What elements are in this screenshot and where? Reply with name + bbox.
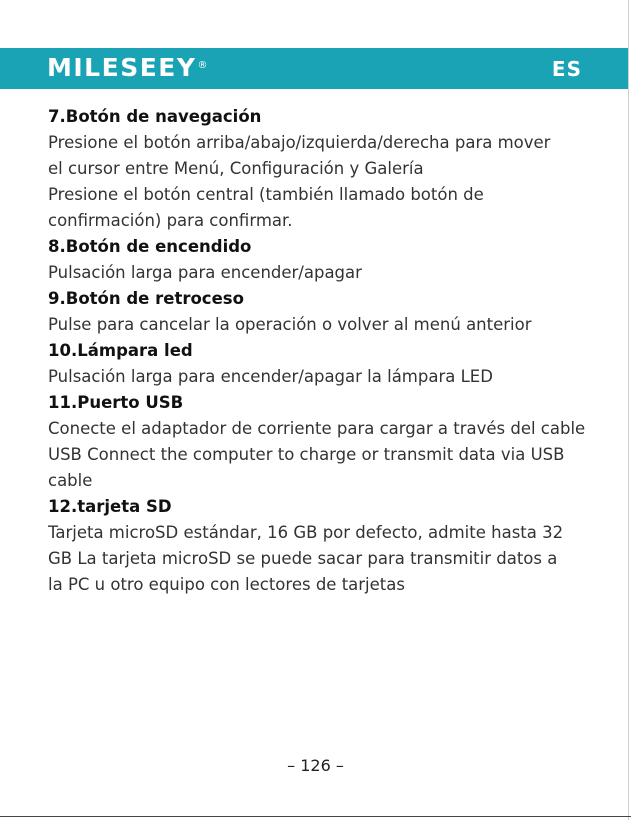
section-usb-port (48, 390, 588, 494)
section-title: 11.Puerto USB (48, 393, 184, 412)
section-title: 10.Lámpara led (48, 341, 193, 360)
section-text-line: Pulsación larga para encender/apagar (48, 263, 362, 282)
section-text-line: USB Connect the computer to charge or transmit data via USB (48, 445, 565, 464)
bottom-rule (0, 816, 631, 817)
section-title: 12.tarjeta SD (48, 497, 172, 516)
brand-logo (47, 53, 209, 83)
section-text-line: la PC u otro equipo con lectores de tarjetas (48, 575, 405, 594)
brand-name: MILESEEY (47, 53, 197, 82)
section-text-line: Pulse para cancelar la operación o volver al menú anterior (48, 315, 532, 334)
section-text-line: cable (48, 471, 93, 490)
section-text-line: confirmación) para confirmar. (48, 211, 293, 230)
section-text-line: Presione el botón central (también llamado botón de (48, 185, 484, 204)
section-navigation-button (48, 104, 588, 234)
section-power-button (48, 234, 588, 286)
section-back-button (48, 286, 588, 338)
page-edge (628, 0, 629, 820)
language-code: ES (551, 57, 582, 81)
section-text-line: Pulsación larga para encender/apagar la lámpara LED (48, 367, 493, 386)
section-text-line: Tarjeta microSD estándar, 16 GB por defecto, admite hasta 32 (48, 523, 564, 542)
section-text-line: Conecte el adaptador de corriente para cargar a través del cable (48, 419, 586, 438)
section-text-line: el cursor entre Menú, Configuración y Galería (48, 159, 424, 178)
manual-content (48, 104, 588, 598)
registered-mark: ® (197, 60, 209, 71)
section-text-line: GB La tarjeta microSD se puede sacar para transmitir datos a (48, 549, 558, 568)
section-led-lamp (48, 338, 588, 390)
section-title: 9.Botón de retroceso (48, 289, 244, 308)
section-sd-card (48, 494, 588, 598)
section-title: 7.Botón de navegación (48, 107, 262, 126)
section-text-line: Presione el botón arriba/abajo/izquierda/derecha para mover (48, 133, 551, 152)
page-number: – 126 – (287, 756, 344, 775)
section-title: 8.Botón de encendido (48, 237, 252, 256)
